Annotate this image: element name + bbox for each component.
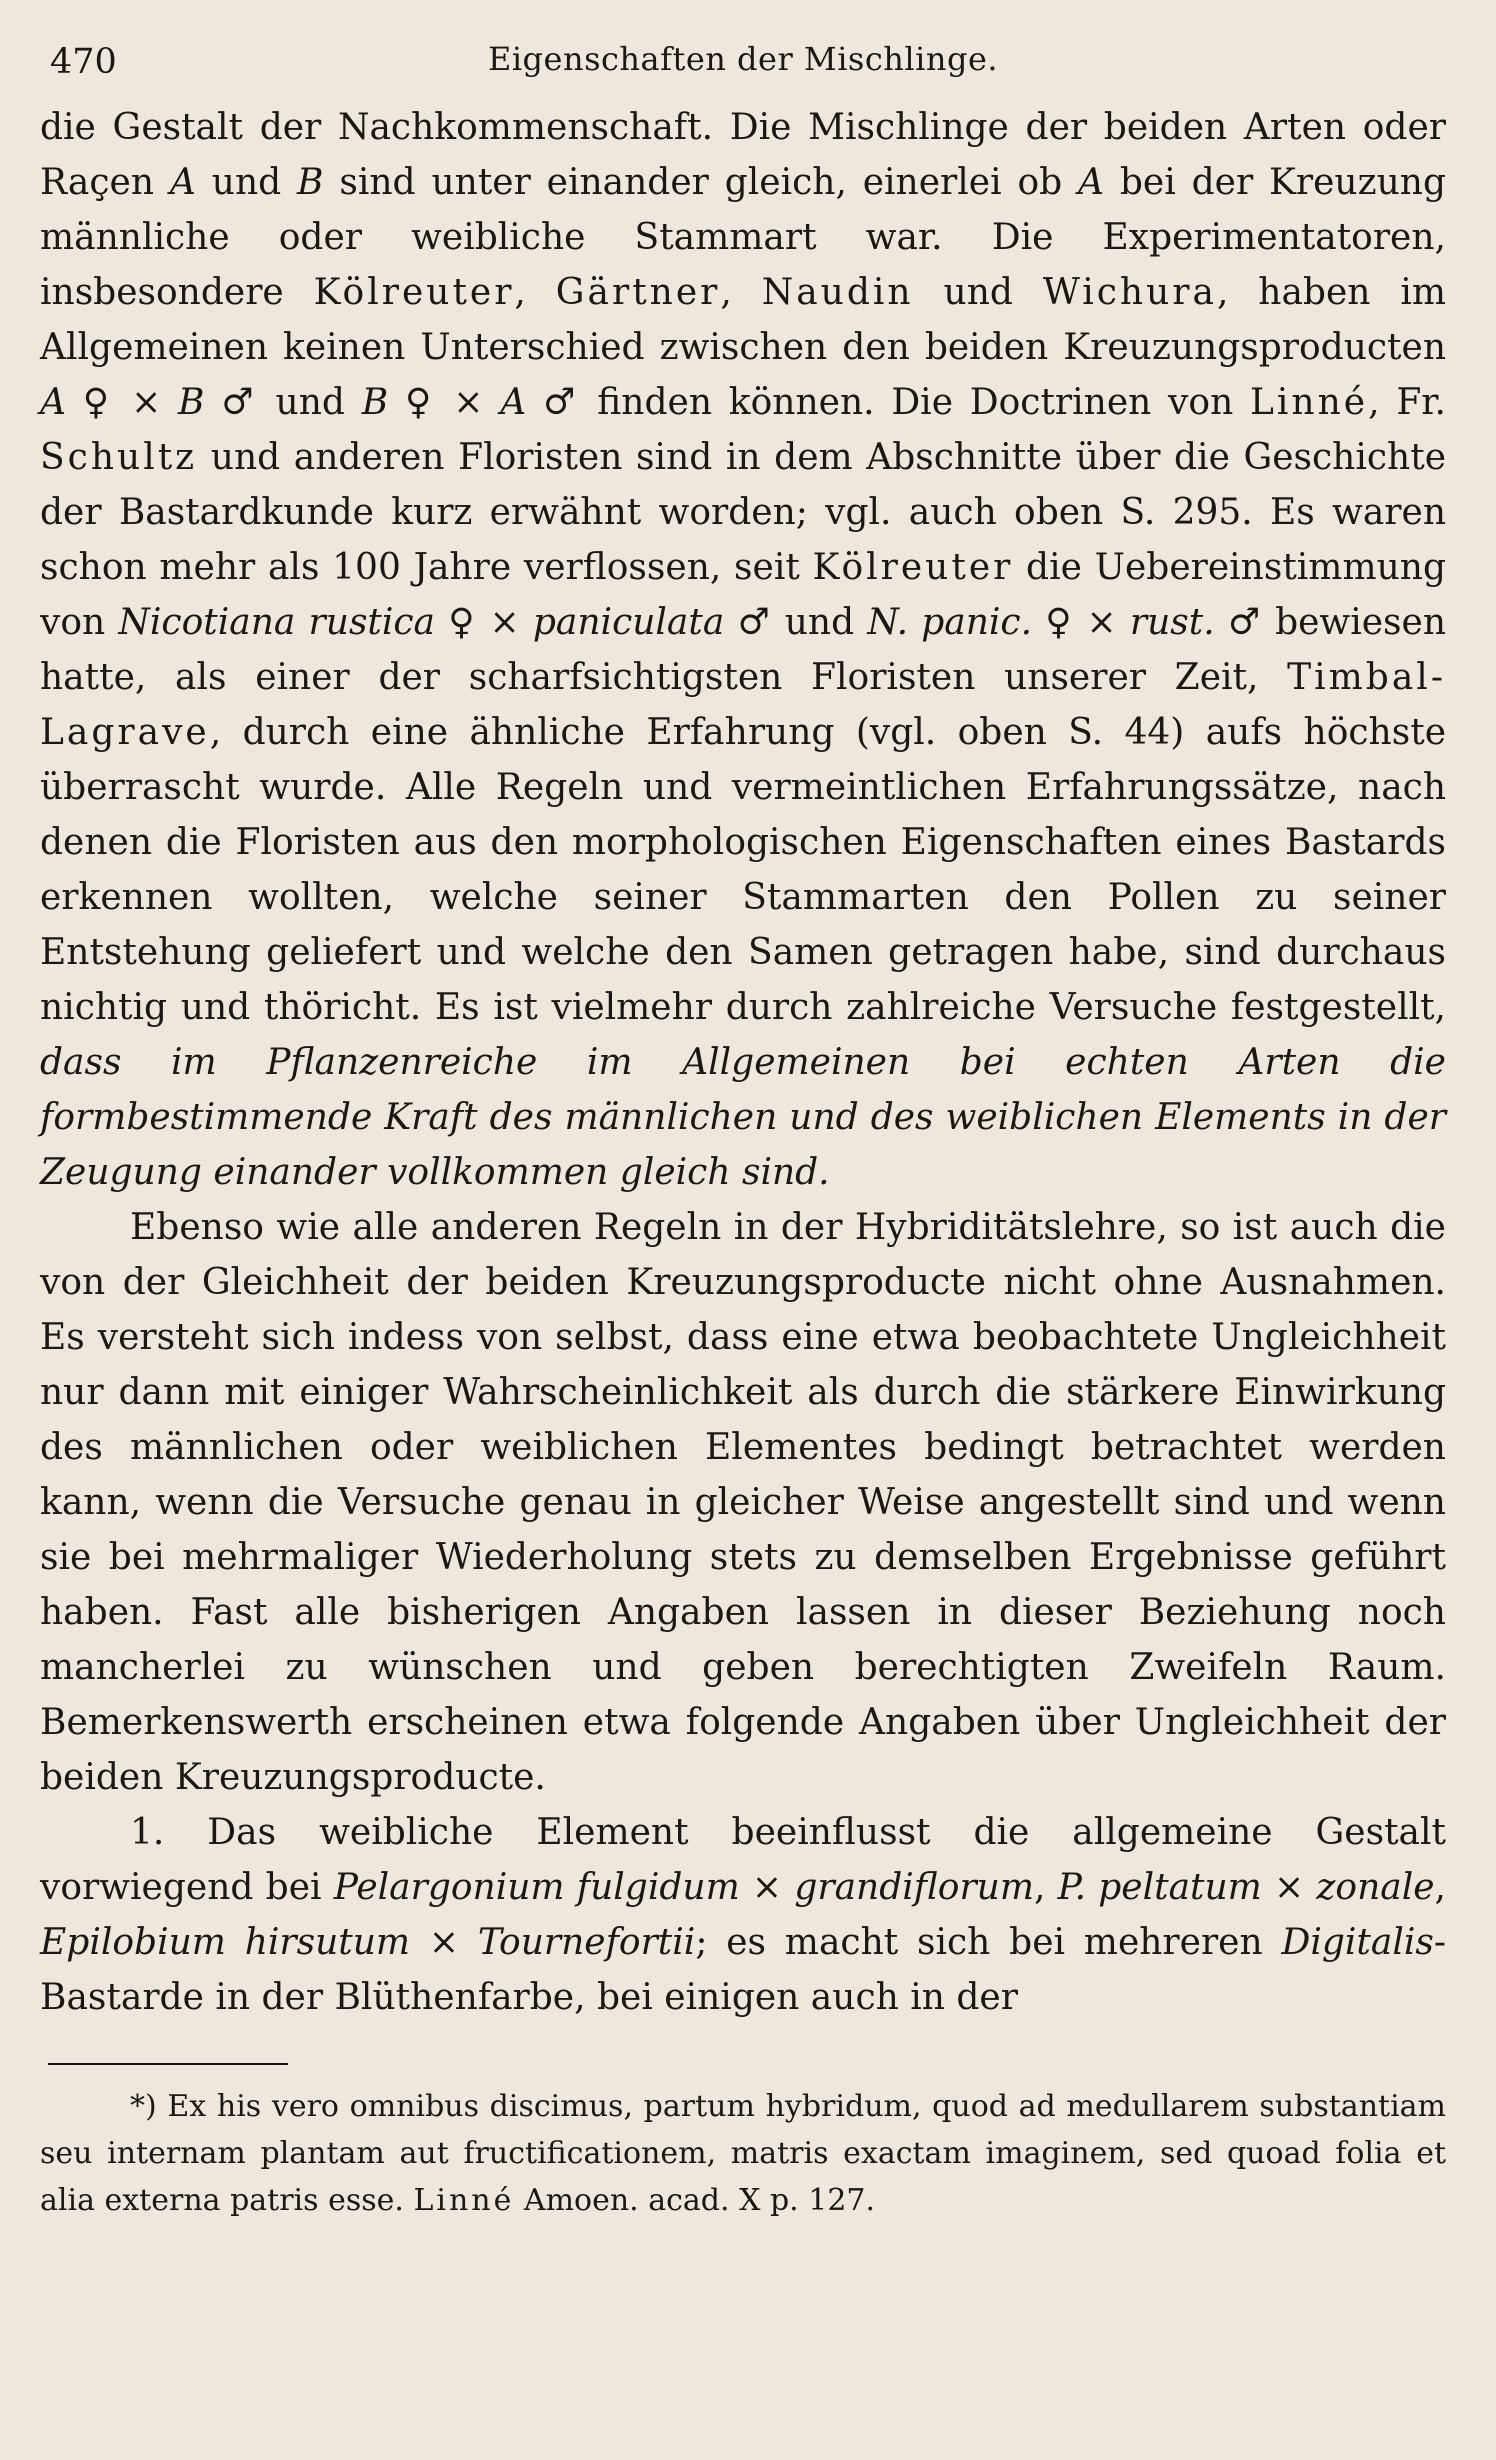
species-name: rust.	[1129, 602, 1215, 643]
cross-formula: A ♀ × B ♂	[40, 382, 259, 423]
body-text	[40, 100, 1446, 2025]
page-number: 470	[50, 42, 117, 82]
author-name: Naudin	[761, 272, 914, 313]
footnote-mark: *)	[130, 2089, 157, 2124]
paragraph-2: Ebenso wie alle anderen Regeln in der Hybriditätslehre, so ist auch die von der Gleichheit der beiden Kreuzungsproducte nicht ohne Ausnahmen. Es versteht sich indess von selbst, dass eine etwa beobachtete Ungleichheit nur dann mit einiger Wahrscheinlichkeit als durch die stärkere Einwirkung des männlichen oder weiblichen Elementes bedingt betrachtet werden kann, wenn die Versuche genau in gleicher Weise angestellt sind und wenn sie bei mehrmaliger Wiederholung stets zu demselben Ergebnisse geführt haben. Fast alle bisherigen Angaben lassen in dieser Beziehung noch mancherlei zu wünschen und geben berechtigten Zweifeln Raum. Bemerkenswerth erscheinen etwa folgende Angaben über Ungleichheit der beiden Kreuzungsproducte.	[40, 1207, 1446, 1798]
author-name: Linné	[1250, 382, 1369, 423]
species-name: Nicotiana rustica	[118, 602, 436, 643]
footnote-rule	[48, 2063, 288, 2065]
author-name: Kölreuter	[812, 547, 1014, 588]
cross-formula: B ♀ × A ♂	[361, 382, 581, 423]
author-name: Kölreuter	[313, 272, 515, 313]
author-name: Linné	[413, 2183, 515, 2218]
author-name: Timbal-Lagrave	[40, 657, 1446, 753]
species-name: paniculata	[532, 602, 725, 643]
paragraph-1: die Gestalt der Nachkommenschaft. Die Mischlinge der beiden Arten oder Raçen A und B sind unter einander gleich, einerlei ob A bei der Kreuzung männliche oder weibliche Stammart war. Die Experimentatoren, insbesondere Kölreuter, Gärtner, Naudin und Wichura, haben im Allgemeinen keinen Unterschied zwischen den beiden Kreuzungsproducten A ♀ × B ♂ und B ♀ × A ♂ finden können. Die Doctrinen von Linné, Fr. Schultz und anderen Floristen sind in dem Abschnitte über die Geschichte der Bastardkunde kurz erwähnt worden; vgl. auch oben S. 295. Es waren schon mehr als 100 Jahre verflossen, seit Kölreuter die Uebereinstimmung von Nicotiana rustica ♀ × paniculata ♂ und N. panic. ♀ × rust. ♂ bewiesen hatte, als einer der scharfsichtigsten Floristen unserer Zeit, Timbal-Lagrave, durch eine ähnliche Erfahrung (vgl. oben S. 44) aufs höchste überrascht wurde. Alle Regeln und vermeintlichen Erfahrungssätze, nach denen die Floristen aus den morphologischen Eigenschaften eines Bastards erkennen wollten, welche seiner Stammarten den Pollen zu seiner Entstehung geliefert und welche den Samen getragen habe, sind durchaus nichtig und thöricht. Es ist vielmehr durch zahlreiche Versuche festgestellt, dass im Pflanzenreiche im Allgemeinen bei echten Arten die formbestimmende Kraft des männlichen und des weiblichen Elements in der Zeugung einander vollkommen gleich sind.	[40, 107, 1447, 1193]
page-header	[40, 30, 1446, 100]
paragraph-3: 1. Das weibliche Element beeinflusst die allgemeine Gestalt vorwiegend bei Pelargonium fulgidum × grandiflorum, P. peltatum × zonale, Epilobium hirsutum × Tournefortii; es macht sich bei mehreren Digitalis-Bastarde in der Blüthenfarbe, bei einigen auch in der	[40, 1812, 1446, 2018]
footnote: *) Ex his vero omnibus discimus, partum hybridum, quod ad medullarem substantiam seu internam plantam aut fructificationem, matris exactam imaginem, sed quoad folia et alia externa patris esse. Linné Amoen. acad. X p. 127.	[40, 2089, 1446, 2218]
author-name: Gärtner	[555, 272, 721, 313]
emphasized-conclusion: dass im Pflanzenreiche im Allgemeinen bei echten Arten die formbestimmende Kraft des männlichen und des weiblichen Elements in der Zeugung einander vollkommen gleich sind.	[40, 1042, 1446, 1193]
author-name: Schultz	[40, 437, 198, 478]
species-name: N. panic.	[867, 602, 1033, 643]
author-name: Wichura	[1042, 272, 1217, 313]
running-head: Eigenschaften der Mischlinge.	[487, 40, 999, 78]
